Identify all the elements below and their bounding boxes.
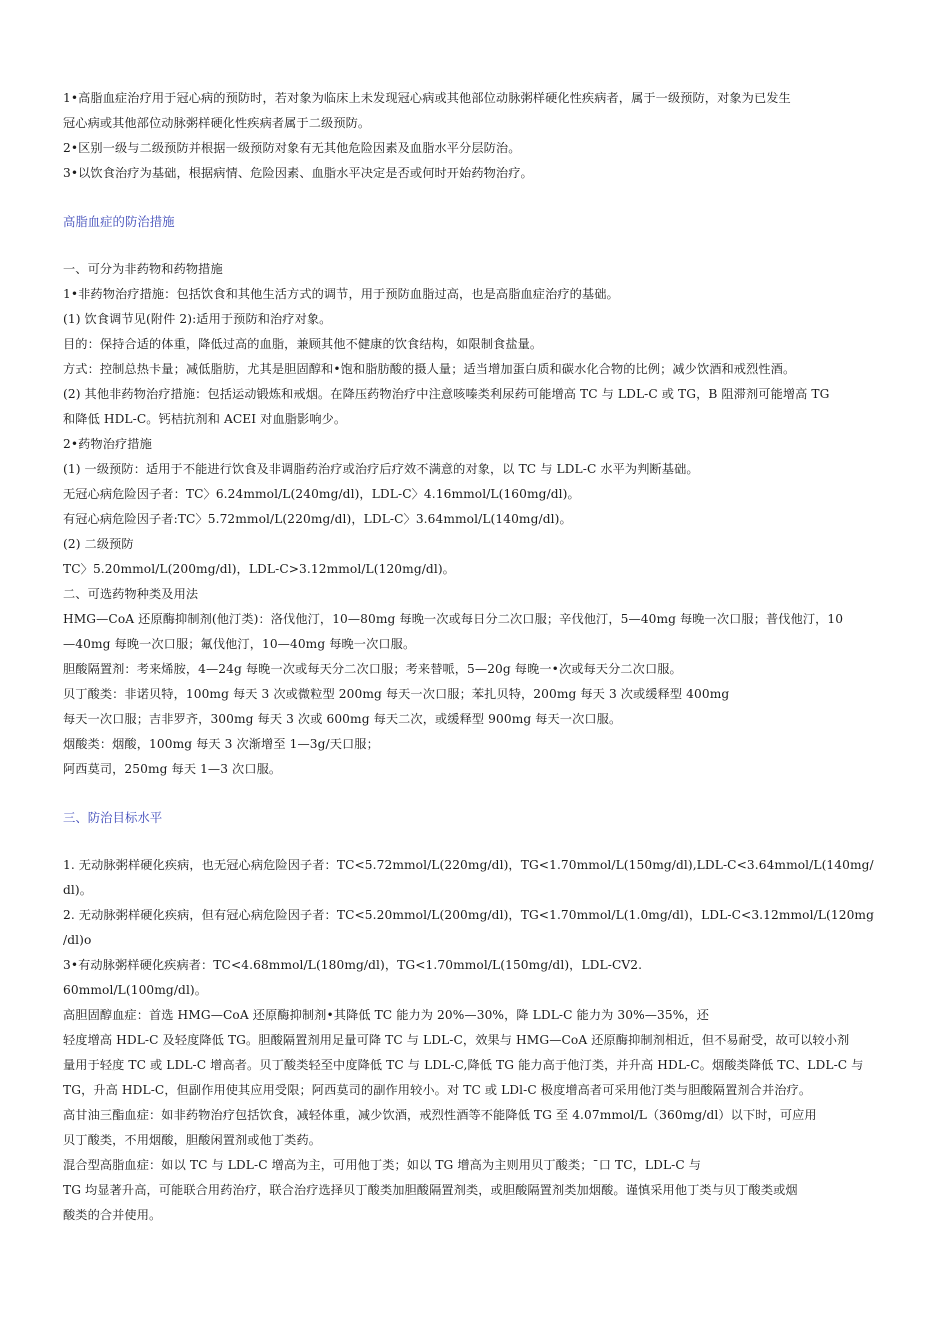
section-targets <box>63 853 889 1228</box>
text-line: 有冠心病危险因子者:TC〉5.72mmol/L(220mg/dl)，LDL-C〉3.64mmol/L(140mg/dl)。 <box>63 512 572 526</box>
section-heading-target-levels: 三、防治目标水平 <box>63 810 163 825</box>
text-line: 无冠心病危险因子者：TC〉6.24mmol/L(240mg/dl)，LDL-C〉4.16mmol/L(160mg/dl)。 <box>63 487 580 501</box>
text-line: 一、可分为非药物和药物措施 <box>63 262 223 276</box>
text-line: 3•有动脉粥样硬化疾病者：TC<4.68mmol/L(180mg/dl)，TG<1.70mmol/L(150mg/dl)，LDL-CV2. <box>63 958 643 972</box>
section-heading-prevention-measures: 高脂血症的防治措施 <box>63 214 175 229</box>
text-line: 酸类的合并使用。 <box>63 1208 162 1222</box>
text-line: 方式：控制总热卡量；减低脂肪，尤其是胆固醇和•饱和脂肪酸的摄人量；适当增加蛋白质和碳水化合物的比例；减少饮酒和戒烈性酒。 <box>63 362 796 376</box>
text-line: 2. 无动脉粥样硬化疾病，但有冠心病危险因子者：TC<5.20mmol/L(200mg/dl)，TG<1.70mmol/L(1.0mg/dl)，LDL-C<3.12mmol/L(120mg <box>63 908 874 922</box>
text-line: 阿西莫司，250mg 每天 1—3 次口服。 <box>63 762 282 776</box>
text-line: 每天一次口服；吉非罗齐，300mg 每天 3 次或 600mg 每天二次，或缓释型 900mg 每天一次口服。 <box>63 712 622 726</box>
intro-line: 3•以饮食治疗为基础，根据病情、危险因素、血脂水平决定是否或何时开始药物治疗。 <box>63 166 533 180</box>
text-line: 高胆固醇血症：首选 HMG—CoA 还原酶抑制剂•其降低 TC 能力为 20%—30%，降 LDL-C 能力为 30%—35%，还 <box>63 1008 710 1022</box>
text-line: 混合型高脂血症：如以 TC 与 LDL-C 增高为主，可用他丁类；如以 TG 增高为主则用贝丁酸类；ˉ口 TC，LDL-C 与 <box>63 1158 702 1172</box>
text-line: 胆酸隔置剂：考来烯胺，4—24g 每晚一次或每天分二次口服；考来替哌，5—20g 每晚一•次或每天分二次口服。 <box>63 662 682 676</box>
intro-block <box>63 86 889 186</box>
text-line: 和降低 HDL-C。钙桔抗剂和 ACEI 对血脂影响少。 <box>63 412 347 426</box>
text-line: 1. 无动脉粥样硬化疾病，也无冠心病危险因子者：TC<5.72mmol/L(220mg/dl)，TG<1.70mmol/L(150mg/dl),LDL-C<3.64mmol/L(140mg/ <box>63 858 874 872</box>
text-line: 目的：保持合适的体重，降低过高的血脂，兼顾其他不健康的饮食结构，如限制食盐量。 <box>63 337 543 351</box>
text-line: 烟酸类：烟酸，100mg 每天 3 次渐增至 1—3g/天口服； <box>63 737 379 751</box>
text-line: HMG—CoA 还原酶抑制剂(他汀类)：洛伐他汀，10—80mg 每晚一次或每日分二次口服；辛伐他汀，5—40mg 每晚一次口服；普伐他汀，10 <box>63 612 844 626</box>
text-line: 60mmol/L(100mg/dl)。 <box>63 983 208 997</box>
text-line: dl)。 <box>63 883 93 897</box>
text-line: (1) 饮食调节见(附件 2):适用于预防和治疗对象。 <box>63 312 332 326</box>
text-line: 贝丁酸类，不用烟酸，胆酸闲置剂或他丁类药。 <box>63 1133 322 1147</box>
intro-line: 冠心病或其他部位动脉粥样硬化性疾病者属于二级预防。 <box>63 116 371 130</box>
text-line: 二、可选药物种类及用法 <box>63 587 199 601</box>
text-line: /dl)o <box>63 933 92 947</box>
text-line: TG 均显著升高，可能联合用药治疗，联合治疗选择贝丁酸类加胆酸隔置剂类，或胆酸隔置剂类加烟酸。谨慎采用他丁类与贝丁酸类或烟 <box>63 1183 798 1197</box>
intro-line: 2•区别一级与二级预防并根据一级预防对象有无其他危险因素及血脂水平分层防治。 <box>63 141 521 155</box>
text-line: TC〉5.20mmol/L(200mg/dl)，LDL-C>3.12mmol/L(120mg/dl)。 <box>63 562 455 576</box>
section-measures <box>63 257 889 782</box>
text-line: (2) 二级预防 <box>63 537 134 551</box>
document-page <box>63 86 889 1228</box>
text-line: 高甘油三酯血症：如非药物治疗包括饮食，减轻体重，减少饮酒，戒烈性酒等不能降低 TG 至 4.07mmol/L（360mg/dl）以下时，可应用 <box>63 1108 817 1122</box>
text-line: 贝丁酸类：非诺贝特，100mg 每天 3 次或微粒型 200mg 每天一次口服；苯扎贝特，200mg 每天 3 次或缓释型 400mg <box>63 687 730 701</box>
text-line: (1) 一级预防：适用于不能进行饮食及非调脂药治疗或治疗后疗效不满意的对象，以 TC 与 LDL-C 水平为判断基础。 <box>63 462 699 476</box>
text-line: 1•非药物治疗措施：包括饮食和其他生活方式的调节，用于预防血脂过高，也是高脂血症治疗的基础。 <box>63 287 619 301</box>
text-line: 量用于轻度 TC 或 LDL-C 增高者。贝丁酸类轻至中度降低 TC 与 LDL-C,降低 TG 能力高于他汀类，并升高 HDL-C。烟酸类降低 TC、LDL-C 与 <box>63 1058 864 1072</box>
intro-line: 1•高脂血症治疗用于冠心病的预防时，若对象为临床上未发现冠心病或其他部位动脉粥样硬化性疾病者，属于一级预防，对象为已发生 <box>63 91 791 105</box>
text-line: 2•药物治疗措施 <box>63 437 152 451</box>
text-line: 轻度增高 HDL-C 及轻度降低 TG。胆酸隔置剂用足量可降 TC 与 LDL-C，效果与 HMG—CoA 还原酶抑制剂相近，但不易耐受，故可以较小剂 <box>63 1033 850 1047</box>
text-line: —40mg 每晚一次口服；氟伐他汀，10—40mg 每晚一次口服。 <box>63 637 416 651</box>
text-line: (2) 其他非药物治疗措施：包括运动锻炼和戒烟。在降压药物治疗中注意咳嗪类利尿药可能增高 TC 与 LDL-C 或 TG，B 阻滞剂可能增高 TG <box>63 387 830 401</box>
text-line: TG，升高 HDL-C，但副作用使其应用受限；阿西莫司的副作用较小。对 TC 或 LDl-C 极度增高者可采用他汀类与胆酸隔置剂合并治疗。 <box>63 1083 812 1097</box>
